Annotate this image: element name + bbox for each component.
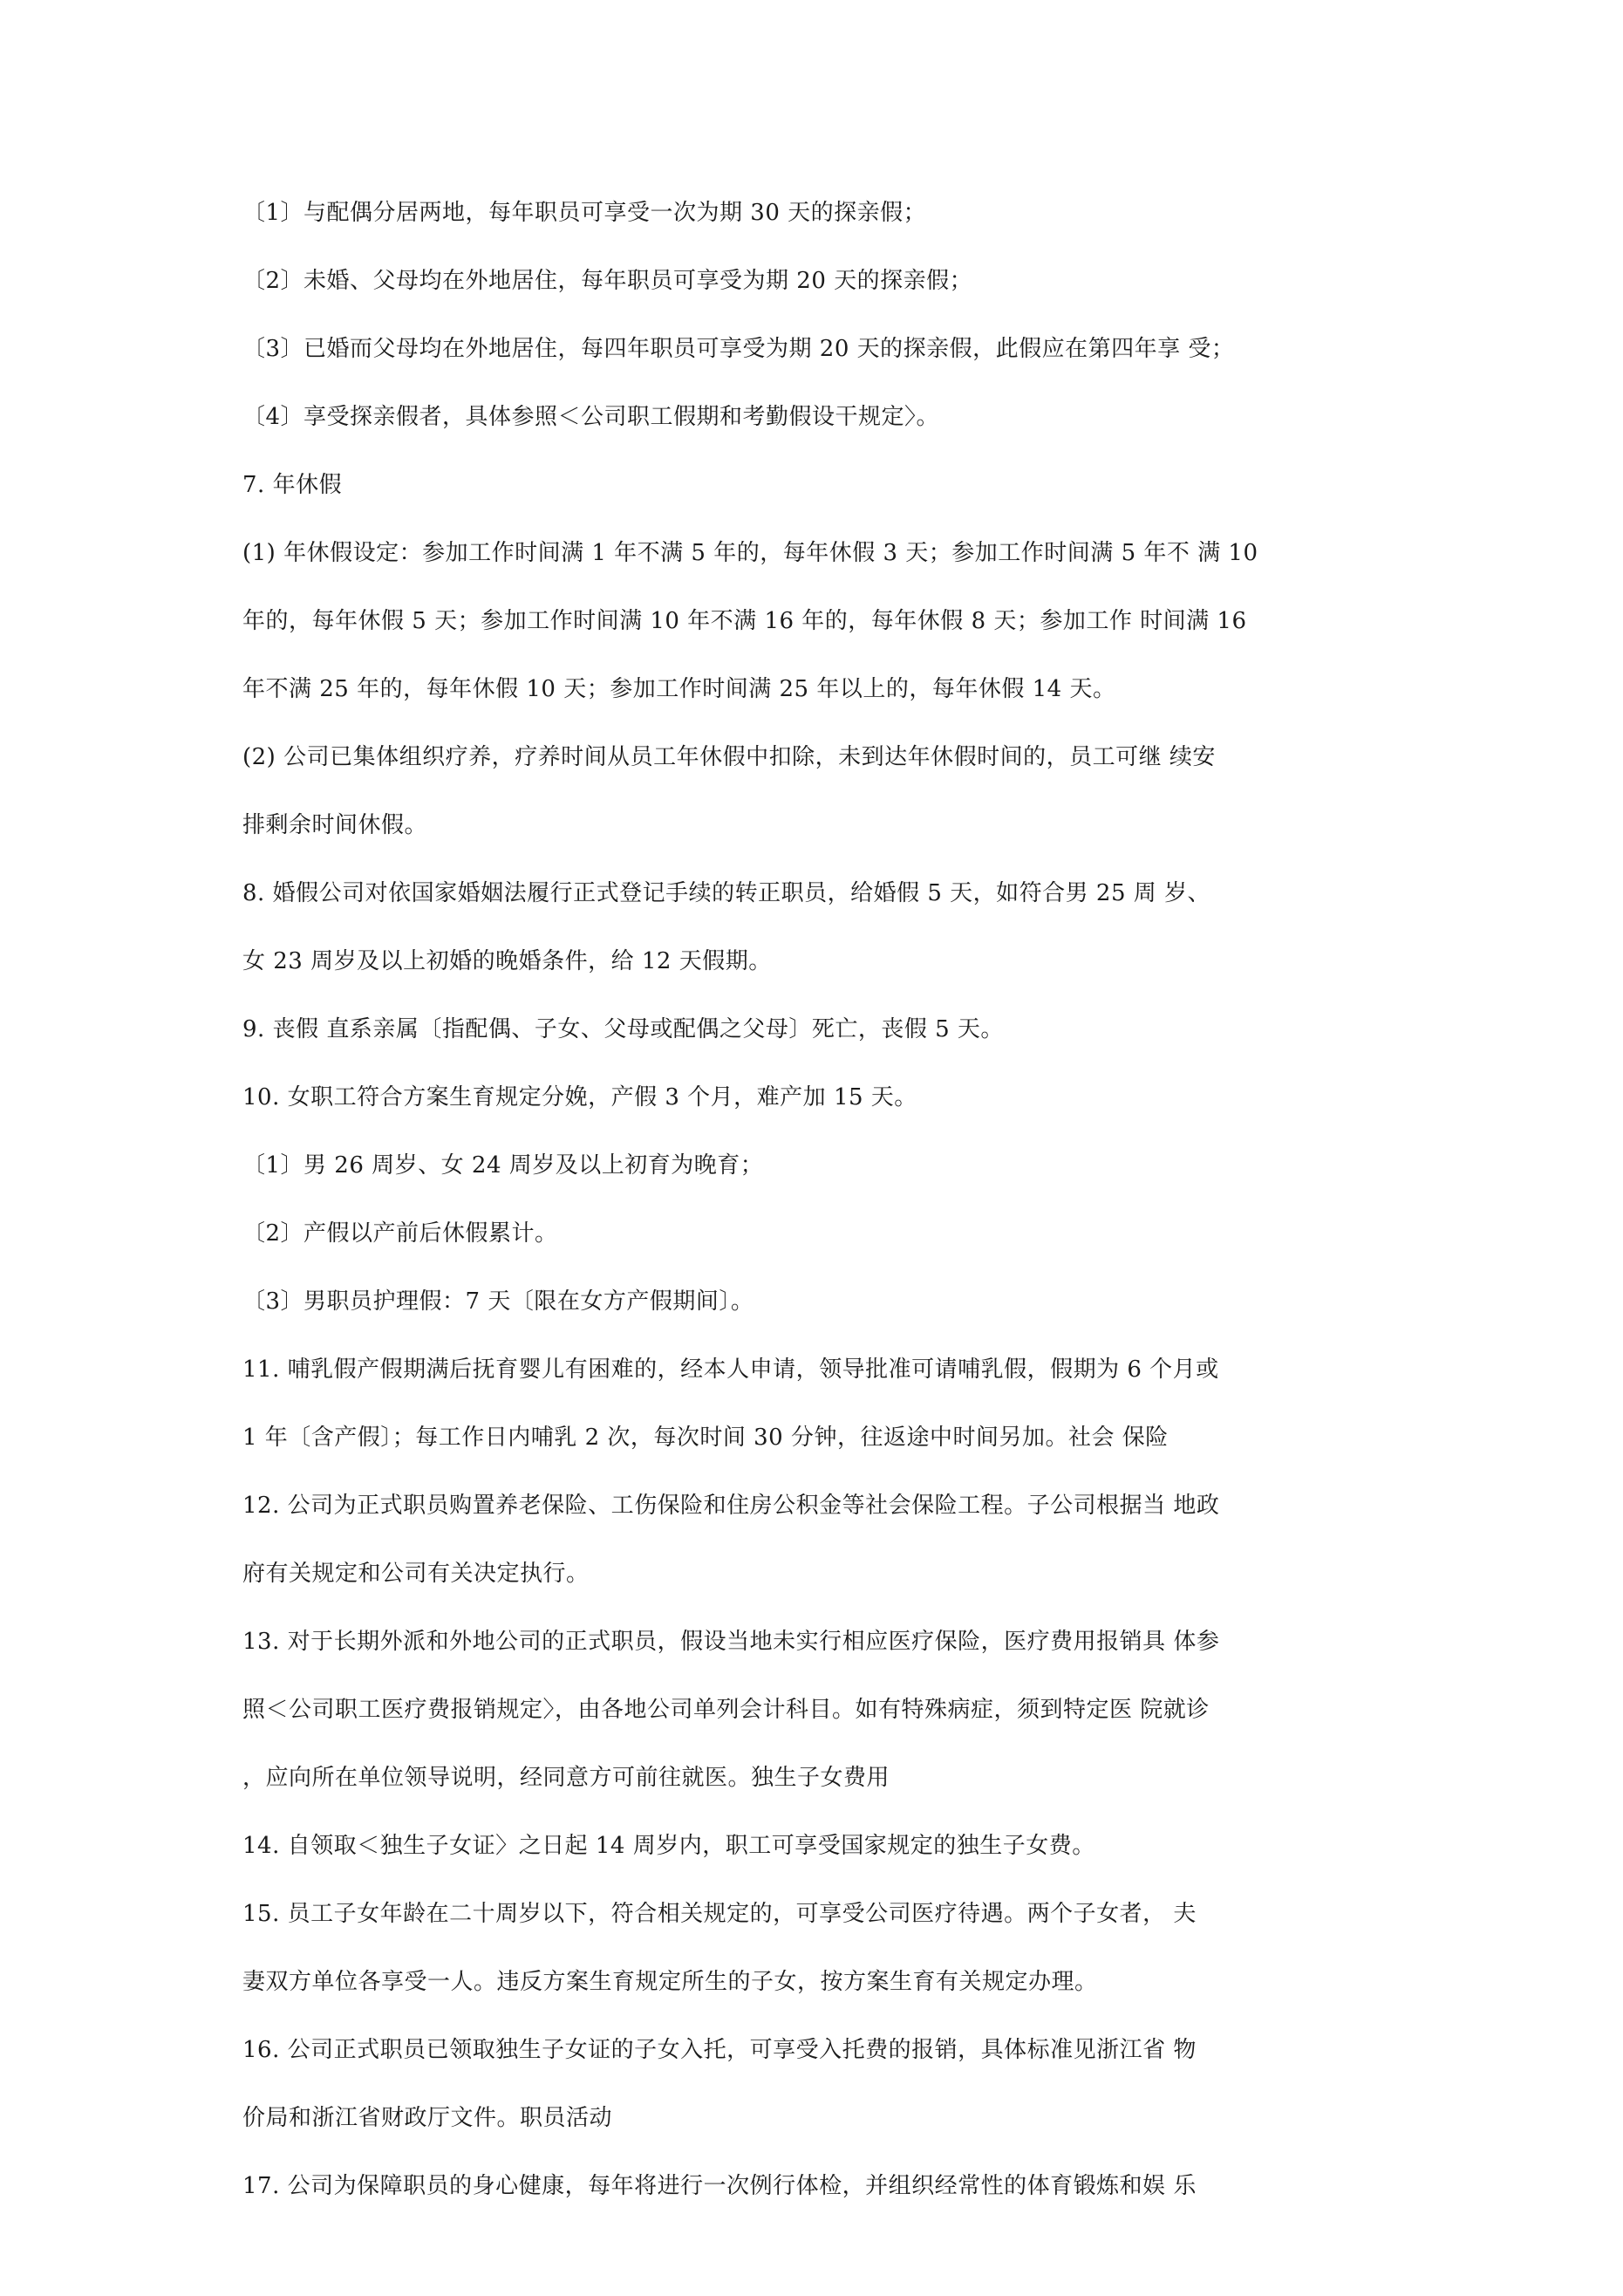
text-line: 〔1〕男 26 周岁、女 24 周岁及以上初育为晚育； xyxy=(242,1152,764,1179)
text-line: 〔3〕已婚而父母均在外地居住，每四年职员可享受为期 20 天的探亲假，此假应在第四年享 受； xyxy=(242,336,1235,362)
text-line: ，应向所在单位领导说明，经同意方可前往就医。独生子女费用 xyxy=(242,1765,890,1791)
text-line: 13. 对于长期外派和外地公司的正式职员，假设当地未实行相应医疗保险，医疗费用报销具 体参 xyxy=(242,1629,1220,1655)
text-line: 12. 公司为正式职员购置养老保险、工伤保险和住房公积金等社会保险工程。子公司根据当 地政 xyxy=(242,1493,1220,1519)
text-line: 年的，每年休假 5 天；参加工作时间满 10 年不满 16 年的，每年休假 8 天；参加工作 时间满 16 xyxy=(242,608,1247,634)
text-line: 〔4〕享受探亲假者，具体参照＜公司职工假期和考勤假设干规定〉。 xyxy=(242,404,940,430)
document-body xyxy=(242,199,1394,2240)
text-line: 排剩余时间休假。 xyxy=(242,812,428,838)
text-line: 府有关规定和公司有关决定执行。 xyxy=(242,1561,590,1587)
text-line: 10. 女职工符合方案生育规定分娩，产假 3 个月，难产加 15 天。 xyxy=(242,1084,917,1110)
text-line: 女 23 周岁及以上初婚的晚婚条件，给 12 天假期。 xyxy=(242,948,772,974)
text-line: 17. 公司为保障职员的身心健康，每年将进行一次例行体检，并组织经常性的体育锻炼和娱 乐 xyxy=(242,2173,1197,2199)
text-line: (2) 公司已集体组织疗养，疗养时间从员工年休假中扣除，未到达年休假时间的，员工可继 续安 xyxy=(242,744,1216,770)
text-line: 〔1〕与配偶分居两地，每年职员可享受一次为期 30 天的探亲假； xyxy=(242,200,927,226)
text-line: 8. 婚假公司对依国家婚姻法履行正式登记手续的转正职员，给婚假 5 天，如符合男 25 周 岁、 xyxy=(242,880,1211,906)
text-line: 15. 员工子女年龄在二十周岁以下，符合相关规定的，可享受公司医疗待遇。两个子女者， 夫 xyxy=(242,1901,1197,1927)
text-line: 14. 自领取＜独生子女证〉之日起 14 周岁内，职工可享受国家规定的独生子女费。 xyxy=(242,1833,1095,1859)
text-line: 16. 公司正式职员已领取独生子女证的子女入托，可享受入托费的报销，具体标准见浙江省 物 xyxy=(242,2037,1197,2063)
text-line: 照＜公司职工医疗费报销规定〉，由各地公司单列会计科目。如有特殊病症，须到特定医 院就诊 xyxy=(242,1697,1210,1723)
text-line: 妻双方单位各享受一人。违反方案生育规定所生的子女，按方案生育有关规定办理。 xyxy=(242,1969,1098,1995)
text-line: 〔2〕产假以产前后休假累计。 xyxy=(242,1220,558,1247)
text-line: 年不满 25 年的，每年休假 10 天；参加工作时间满 25 年以上的，每年休假 14 天。 xyxy=(242,676,1116,702)
text-line: 价局和浙江省财政厅文件。职员活动 xyxy=(242,2105,613,2131)
text-line: 〔3〕男职员护理假：7 天〔限在女方产假期间〕。 xyxy=(242,1288,754,1315)
section-heading: 7. 年休假 xyxy=(242,472,343,498)
text-line: 11. 哺乳假产假期满后抚育婴儿有困难的，经本人申请，领导批准可请哺乳假，假期为 6 个月或 xyxy=(242,1356,1219,1383)
text-line: 9. 丧假 直系亲属〔指配偶、子女、父母或配偶之父母〕死亡，丧假 5 天。 xyxy=(242,1016,1004,1042)
text-line: 1 年〔含产假〕；每工作日内哺乳 2 次，每次时间 30 分钟，往返途中时间另加。社会 保险 xyxy=(242,1425,1169,1451)
text-line: 〔2〕未婚、父母均在外地居住，每年职员可享受为期 20 天的探亲假； xyxy=(242,268,973,294)
text-line: (1) 年休假设定：参加工作时间满 1 年不满 5 年的，每年休假 3 天；参加工作时间满 5 年不 满 10 xyxy=(242,540,1258,566)
